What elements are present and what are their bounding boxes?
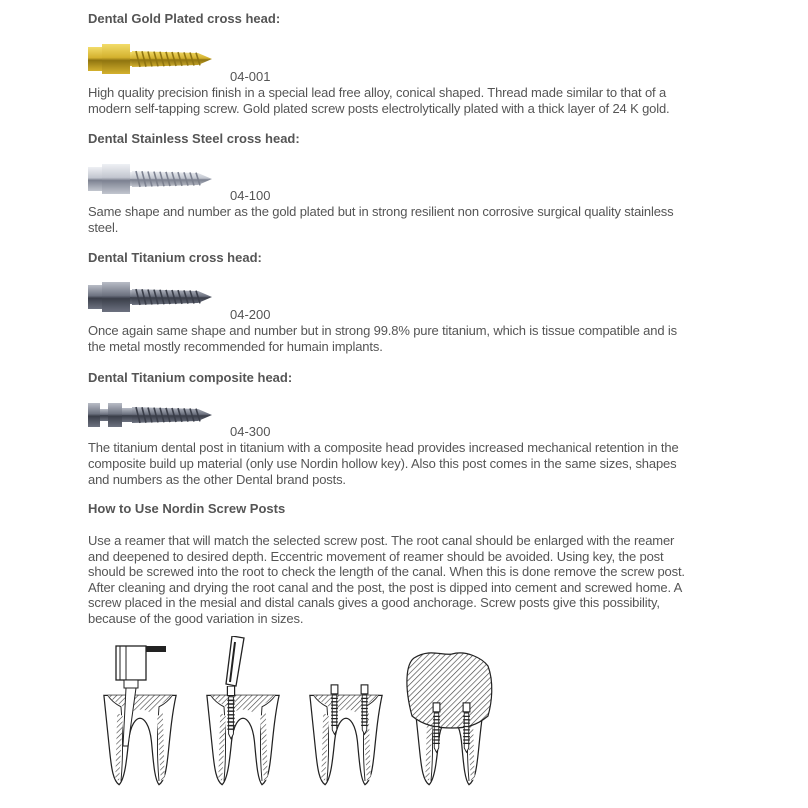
reaming-step [104,646,176,785]
description-line: steel. [88,220,119,235]
description-line: Once again same shape and number but in strong 99.8% pure titanium, which is tissue compatible and is [88,323,677,338]
product-heading-titanium-composite: Dental Titanium composite head: [88,370,293,385]
screw-post-procedure-illustration [90,636,510,796]
titanium-composite-screw-post-image [88,400,230,430]
crown-buildup-step [407,653,492,785]
description-line: modern self-tapping screw. Gold plated screw posts electrolytically plated with a thick layer of 24 K gold. [88,101,670,116]
product-description [88,204,673,236]
screw-post-icon [88,44,230,74]
product-description [88,440,679,488]
how-to-heading: How to Use Nordin Screw Posts [88,501,286,516]
description-line: Same shape and number as the gold plated but in strong resilient non corrosive surgical quality stainless [88,204,674,219]
titanium-screw-post-image [88,282,230,312]
product-description [88,85,670,117]
product-code: 04-200 [230,307,271,322]
description-line: The titanium dental post in titanium with a composite head provides increased mechanical retention in the [88,440,679,455]
description-line: and numbers as the other Dental brand posts. [88,472,346,487]
key-check-step [207,636,279,785]
paragraph-line: and deepened to desired depth. Eccentric movement of reamer should be avoided. Using key, the post [88,548,664,564]
product-code: 04-100 [230,188,271,203]
posts-placed-step [310,685,382,785]
screw-post-icon [88,282,230,312]
description-line: composite build up material (only use Nordin hollow key). Also this post comes in the same sizes, shapes [88,456,677,471]
stainless-steel-screw-post-image [88,164,230,194]
screw-post-icon [88,164,230,194]
product-code: 04-300 [230,424,271,439]
gold-screw-post-image [88,44,230,74]
product-code: 04-001 [230,69,271,84]
paragraph-line: Use a reamer that will match the selected screw post. The root canal should be enlarged with the reamer [88,533,675,548]
description-line: High quality precision finish in a special lead free alloy, conical shaped. Thread made similar to that of a [88,85,667,100]
product-description [88,323,677,355]
product-heading-titanium: Dental Titanium cross head: [88,250,262,265]
paragraph-line: screw placed in the mesial and distal canals gives a good anchorage. Screw posts give this possibility, [88,595,660,610]
paragraph-line: should be screwed into the root to check the length of the canal. When this is done remove the screw post. [88,564,685,579]
description-line: the metal mostly recommended for humain implants. [88,339,383,354]
paragraph-line: After cleaning and drying the root canal and the post, the post is dipped into cement and screwed home. A [88,579,683,595]
paragraph-line: because of the good variation in sizes. [88,610,304,626]
how-to-paragraph [88,533,685,626]
screw-post-icon [88,400,230,430]
product-heading-stainless: Dental Stainless Steel cross head: [88,131,300,146]
product-heading-gold: Dental Gold Plated cross head: [88,11,281,26]
